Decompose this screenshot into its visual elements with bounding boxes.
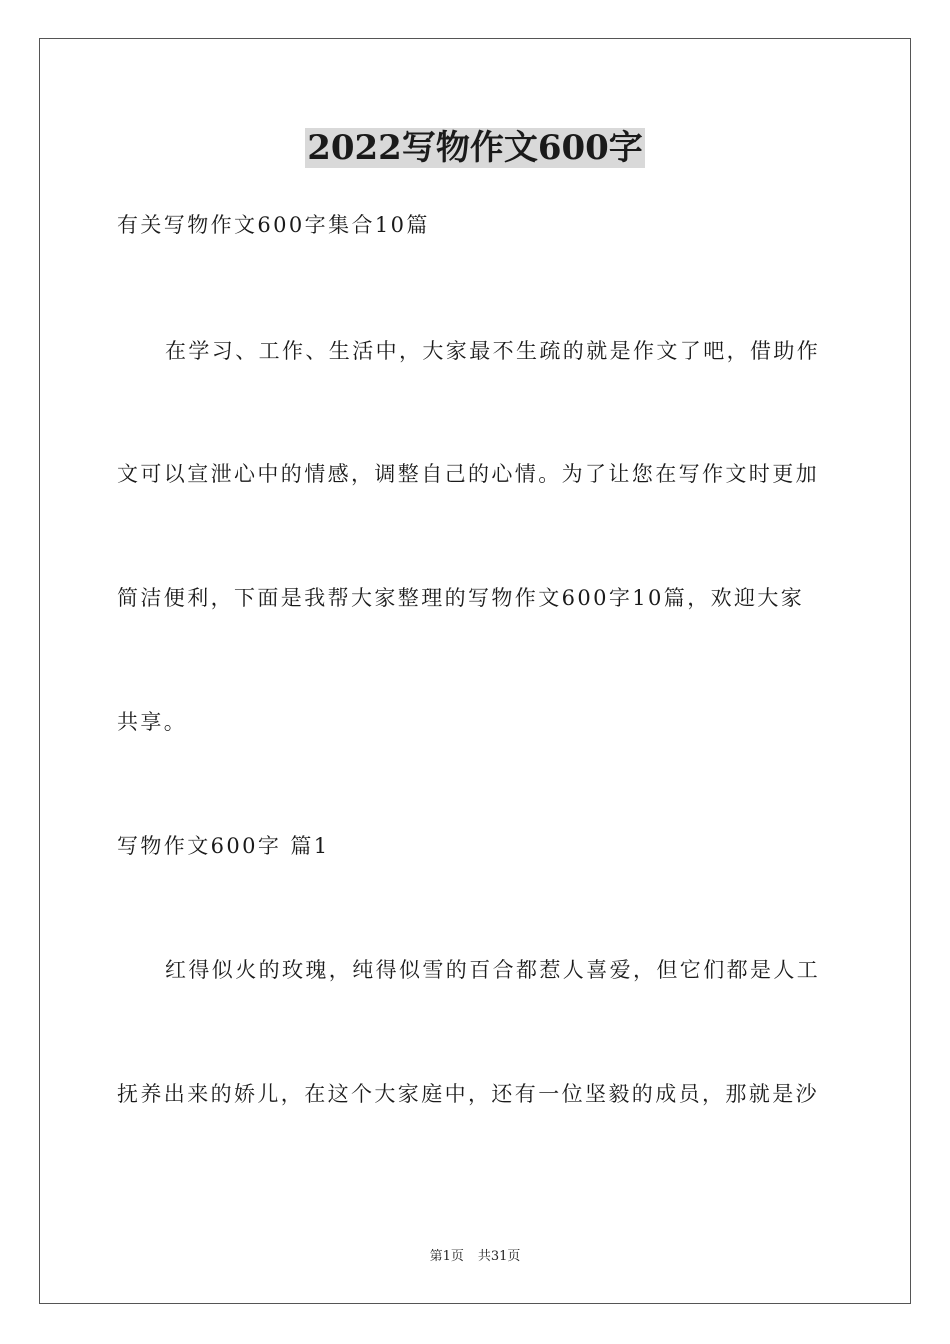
document-title [0, 126, 950, 170]
intro-line-4: 共享。 [117, 710, 188, 734]
page-number: 第1页 [429, 1249, 464, 1264]
intro-line-1: 在学习、工作、生活中，大家最不生疏的就是作文了吧，借助作 [165, 339, 821, 363]
intro-line-3: 简洁便利，下面是我帮大家整理的写物作文600字10篇，欢迎大家 [117, 586, 805, 610]
document-subtitle: 有关写物作文600字集合10篇 [117, 213, 430, 237]
page-footer [0, 1248, 950, 1266]
section-line-2: 抚养出来的娇儿，在这个大家庭中，还有一位坚毅的成员，那就是沙 [117, 1082, 819, 1106]
section-line-1: 红得似火的玫瑰，纯得似雪的百合都惹人喜爱，但它们都是人工 [165, 958, 821, 982]
title-text: 2022写物作文600字 [307, 128, 643, 168]
intro-line-2: 文可以宣泄心中的情感，调整自己的心情。为了让您在写作文时更加 [117, 462, 819, 486]
page-total: 共31页 [477, 1249, 521, 1264]
section-heading: 写物作文600字 篇1 [117, 834, 330, 858]
